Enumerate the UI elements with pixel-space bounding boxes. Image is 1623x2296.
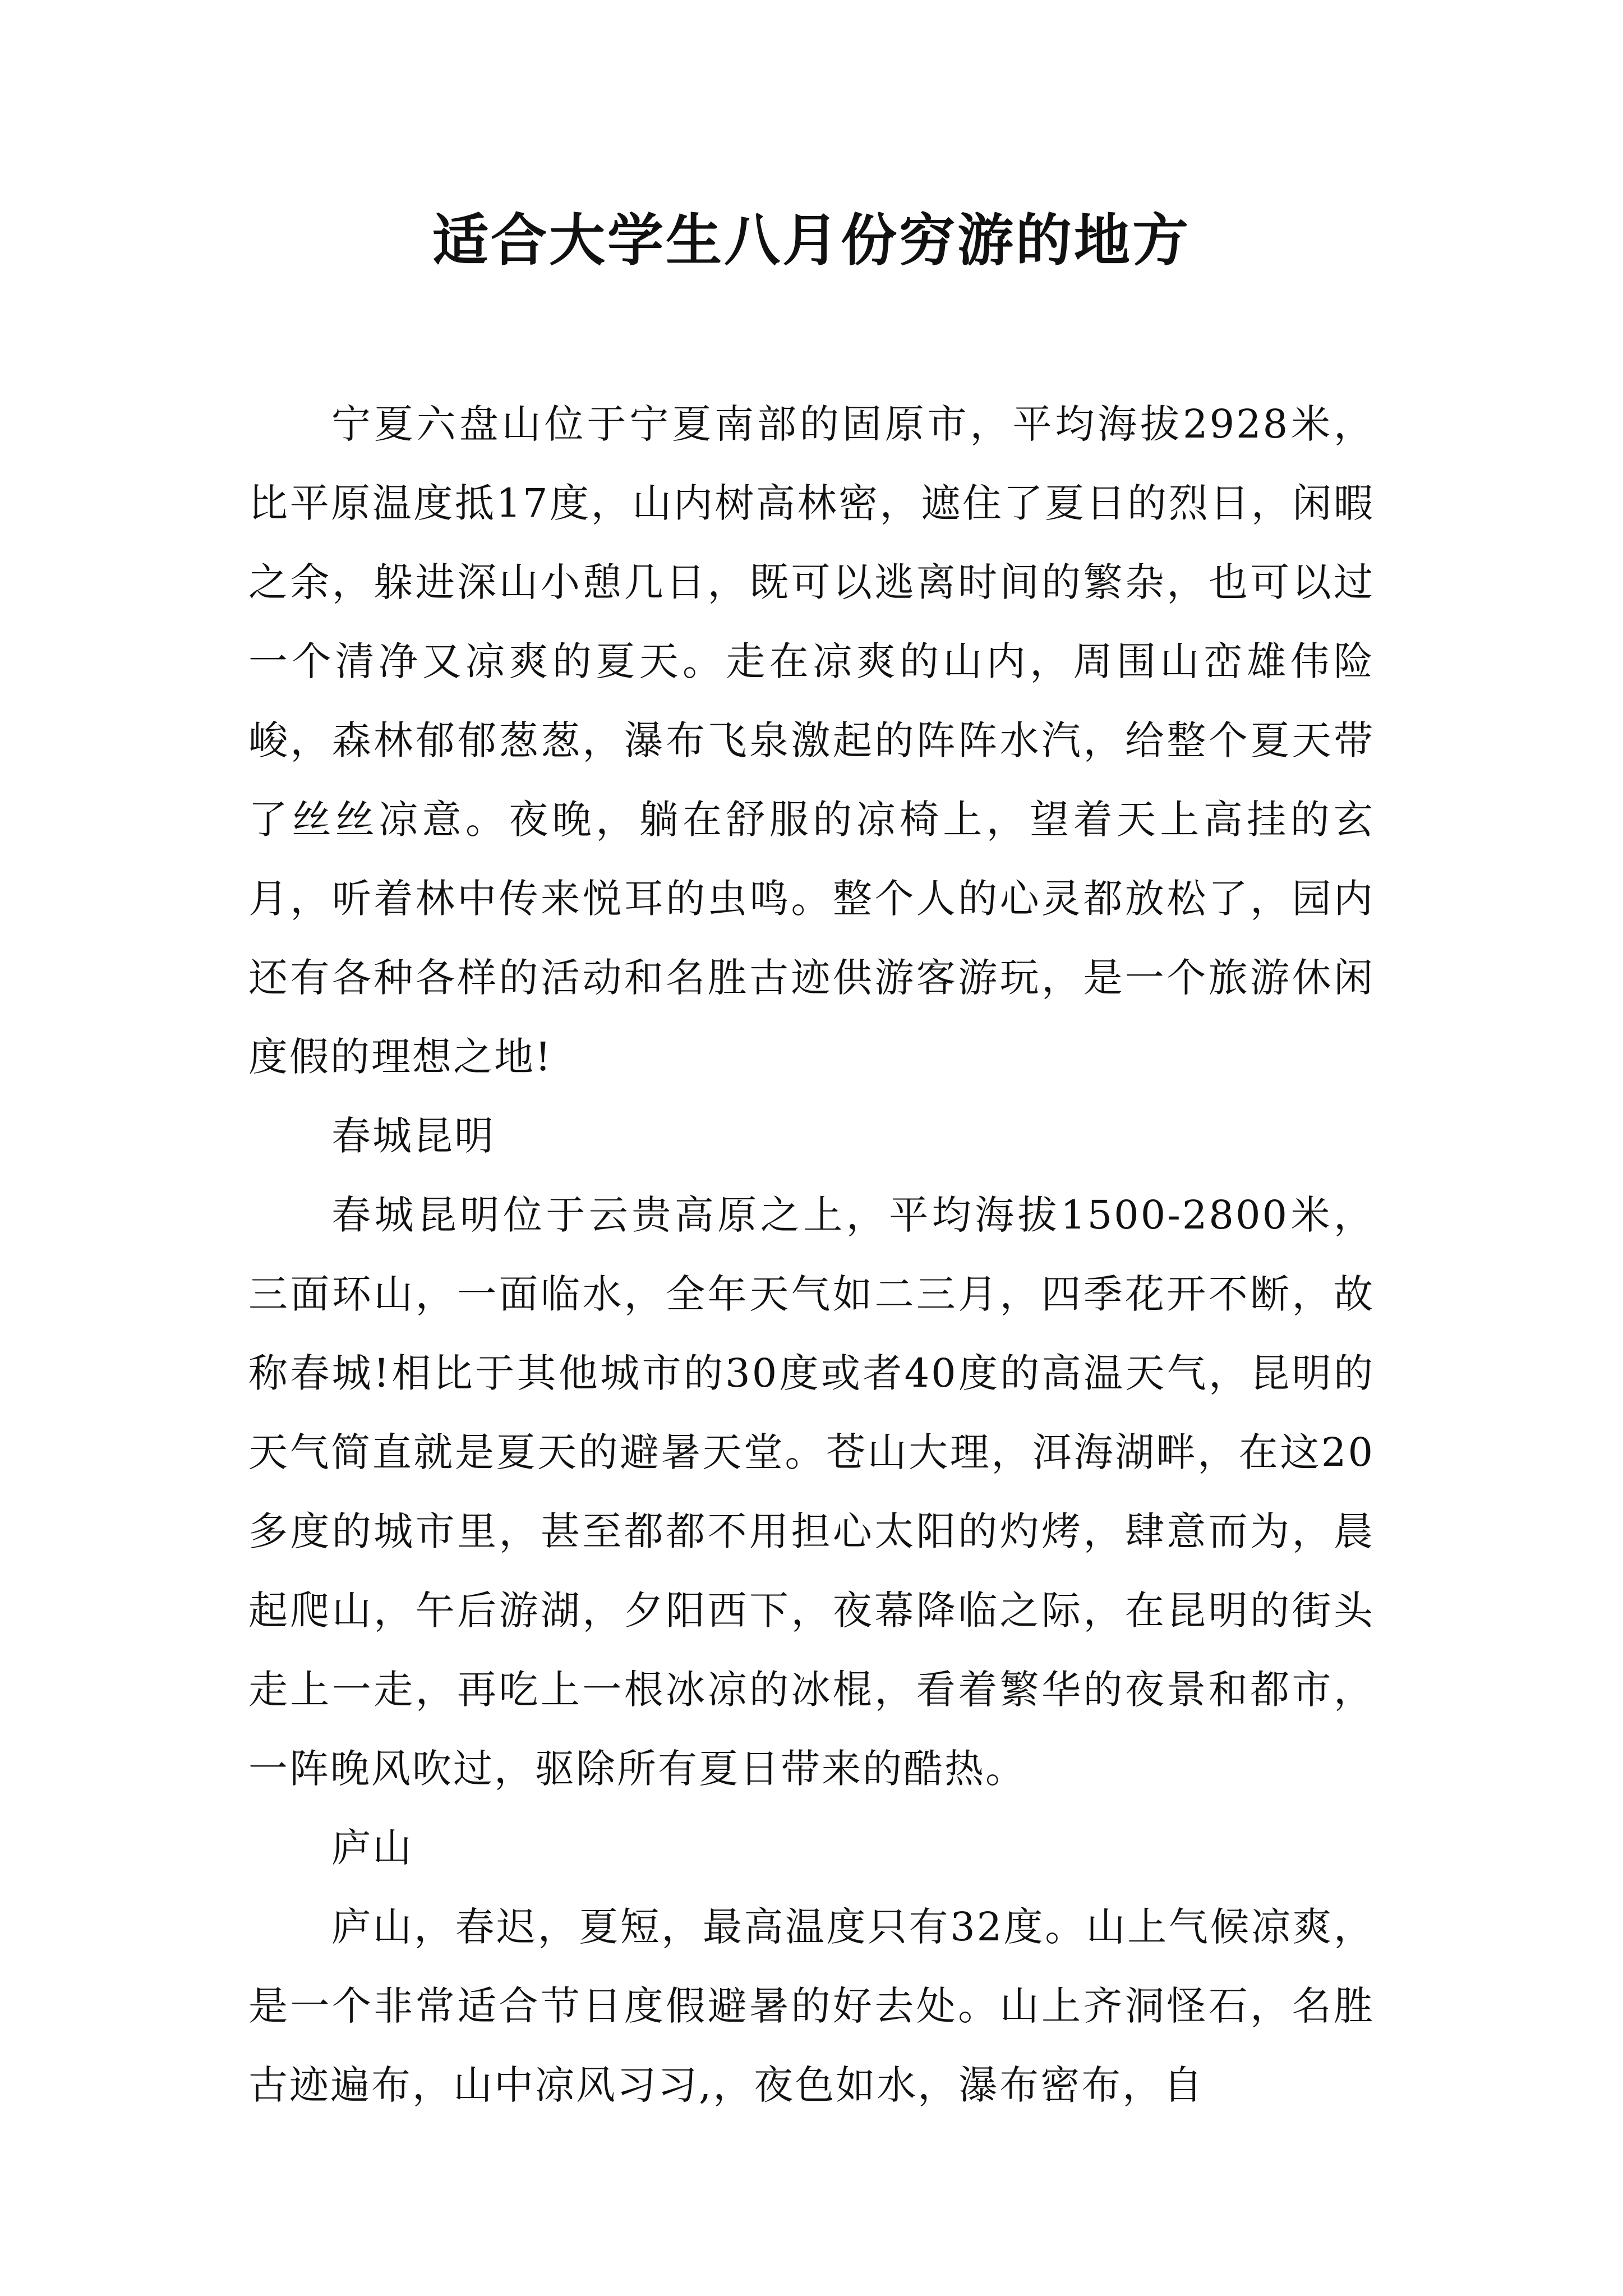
document-title: 适合大学生八月份穷游的地方 xyxy=(432,207,1191,273)
section-heading-kunming: 春城昆明 xyxy=(331,1113,495,1159)
paragraph-kunming: 春城昆明位于云贵高原之上，平均海拔1500-2800米，三面环山，一面临水，全年天气如二三月，四季花开不断，故称春城!相比于其他城市的30度或者40度的高温天气，昆明的天气简直就是夏天的避暑天堂。苍山大理，洱海湖畔，在这20多度的城市里，甚至都都不用担心太阳的灼烤，肆意而为，晨起爬山，午后游湖，夕阳西下，夜幕降临之际，在昆明的街头走上一走，再吃上一根冰凉的冰棍，看着繁华的夜景和都市，一阵晚风吹过，驱除所有夏日带来的酷热。 xyxy=(248,1192,1375,1792)
section-heading-lushan: 庐山 xyxy=(331,1825,413,1871)
paragraph-liupanshan: 宁夏六盘山位于宁夏南部的固原市，平均海拔2928米，比平原温度抵17度，山内树高林密，遮住了夏日的烈日，闲暇之余，躲进深山小憩几日，既可以逃离时间的繁杂，也可以过一个清净又凉爽的夏天。走在凉爽的山内，周围山峦雄伟险峻，森林郁郁葱葱，瀑布飞泉激起的阵阵水汽，给整个夏天带了丝丝凉意。夜晚，躺在舒服的凉椅上，望着天上高挂的玄月，听着林中传来悦耳的虫鸣。整个人的心灵都放松了，园内还有各种各样的活动和名胜古迹供游客游玩，是一个旅游休闲度假的理想之地! xyxy=(248,401,1375,1080)
document-body xyxy=(248,385,1375,2125)
paragraph-lushan: 庐山，春迟，夏短，最高温度只有32度。山上气候凉爽，是一个非常适合节日度假避暑的好去处。山上齐洞怪石，名胜古迹遍布，山中凉风习习,，夜色如水，瀑布密布，自 xyxy=(248,1904,1375,2108)
